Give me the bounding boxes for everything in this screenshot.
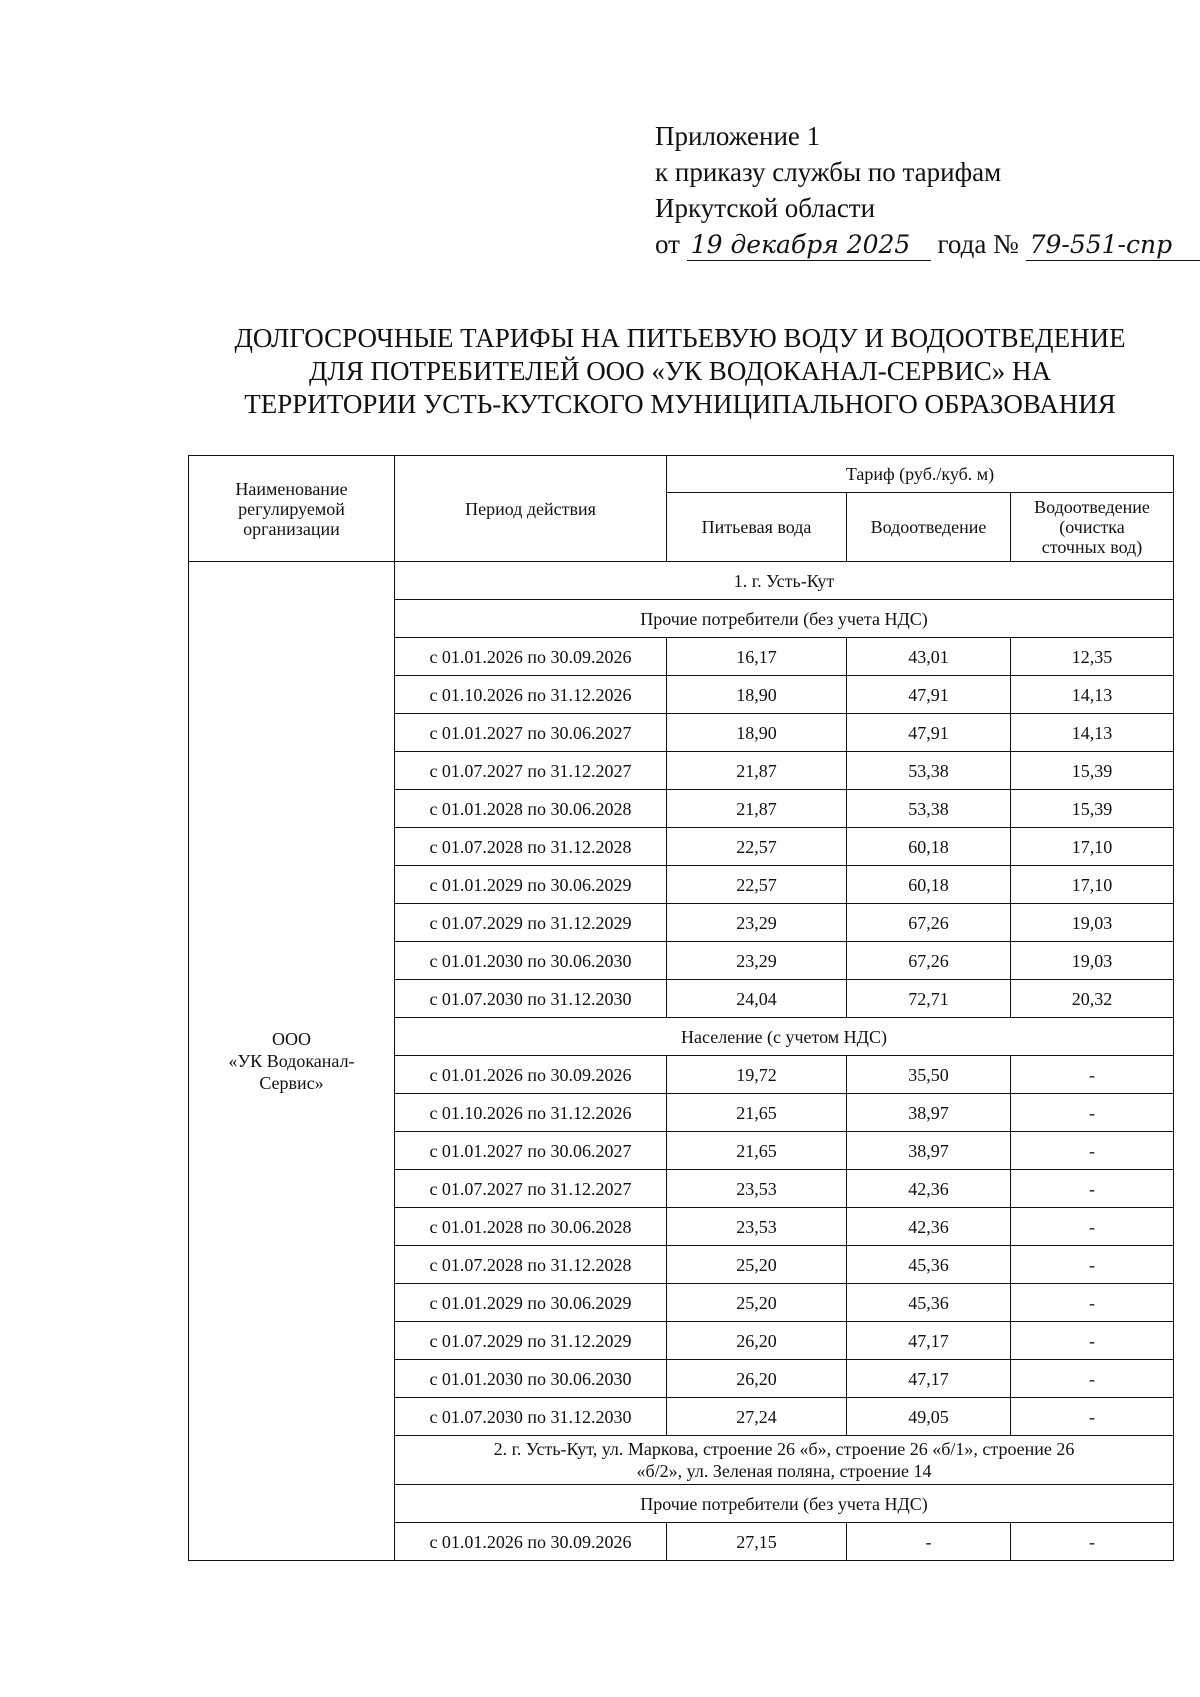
period-cell: с 01.07.2029 по 31.12.2029 (395, 904, 667, 942)
title-line-1: ДОЛГОСРОЧНЫЕ ТАРИФЫ НА ПИТЬЕВУЮ ВОДУ И ВОДООТВЕДЕНИЕ (234, 323, 1126, 353)
sewage-tariff-cell: 67,26 (847, 904, 1011, 942)
treatment-tariff-cell: 20,32 (1011, 980, 1174, 1018)
period-cell: с 01.01.2027 по 30.06.2027 (395, 714, 667, 752)
section-2-other-consumers: Прочие потребители (без учета НДС) (395, 1485, 1174, 1523)
water-tariff-cell: 21,87 (667, 790, 847, 828)
appendix-from-label: от (655, 229, 680, 259)
period-cell: с 01.01.2027 по 30.06.2027 (395, 1132, 667, 1170)
sewage-tariff-cell: 38,97 (847, 1094, 1011, 1132)
water-tariff-cell: 26,20 (667, 1360, 847, 1398)
sewage-tariff-cell: - (847, 1523, 1011, 1561)
water-tariff-cell: 22,57 (667, 828, 847, 866)
water-tariff-cell: 25,20 (667, 1284, 847, 1322)
period-cell: с 01.07.2028 по 31.12.2028 (395, 828, 667, 866)
water-tariff-cell: 21,87 (667, 752, 847, 790)
sewage-tariff-cell: 53,38 (847, 790, 1011, 828)
sewage-tariff-cell: 42,36 (847, 1170, 1011, 1208)
treatment-tariff-cell: - (1011, 1094, 1174, 1132)
sewage-tariff-cell: 45,36 (847, 1284, 1011, 1322)
sewage-tariff-cell: 72,71 (847, 980, 1011, 1018)
water-tariff-cell: 23,29 (667, 942, 847, 980)
header-treatment (1011, 493, 1174, 562)
treatment-tariff-cell: - (1011, 1523, 1174, 1561)
period-cell: с 01.07.2027 по 31.12.2027 (395, 752, 667, 790)
water-tariff-cell: 22,57 (667, 866, 847, 904)
appendix-block (655, 118, 1200, 262)
water-tariff-cell: 21,65 (667, 1094, 847, 1132)
water-tariff-cell: 19,72 (667, 1056, 847, 1094)
water-tariff-cell: 18,90 (667, 676, 847, 714)
header-sewage: Водоотведение (847, 493, 1011, 562)
water-tariff-cell: 26,20 (667, 1322, 847, 1360)
period-cell: с 01.01.2028 по 30.06.2028 (395, 1208, 667, 1246)
header-tariff: Тариф (руб./куб. м) (667, 456, 1174, 493)
sewage-tariff-cell: 60,18 (847, 866, 1011, 904)
section-1-other-consumers: Прочие потребители (без учета НДС) (395, 600, 1174, 638)
header-org (189, 456, 395, 562)
period-cell: с 01.07.2030 по 31.12.2030 (395, 1398, 667, 1436)
treatment-tariff-cell: 15,39 (1011, 752, 1174, 790)
sewage-tariff-cell: 47,91 (847, 676, 1011, 714)
treatment-tariff-cell: - (1011, 1056, 1174, 1094)
sewage-tariff-cell: 43,01 (847, 638, 1011, 676)
organization-line-2: «УК Водоканал- (228, 1051, 355, 1071)
water-tariff-cell: 25,20 (667, 1246, 847, 1284)
sewage-tariff-cell: 53,38 (847, 752, 1011, 790)
section-2-title-line-1: 2. г. Усть-Кут, ул. Маркова, строение 26 «б», строение 26 «б/1», строение 26 (493, 1439, 1075, 1459)
document-title (180, 322, 1180, 421)
water-tariff-cell: 27,24 (667, 1398, 847, 1436)
water-tariff-cell: 27,15 (667, 1523, 847, 1561)
period-cell: с 01.01.2029 по 30.06.2029 (395, 1284, 667, 1322)
treatment-tariff-cell: 17,10 (1011, 866, 1174, 904)
section-1-population: Население (с учетом НДС) (395, 1018, 1174, 1056)
period-cell: с 01.01.2026 по 30.09.2026 (395, 1523, 667, 1561)
period-cell: с 01.01.2029 по 30.06.2029 (395, 866, 667, 904)
period-cell: с 01.07.2030 по 31.12.2030 (395, 980, 667, 1018)
appendix-line-1: Приложение 1 (655, 121, 821, 151)
section-2-title-line-2: «б/2», ул. Зеленая поляна, строение 14 (636, 1461, 932, 1481)
water-tariff-cell: 23,53 (667, 1208, 847, 1246)
treatment-tariff-cell: 19,03 (1011, 904, 1174, 942)
header-org-line-2: регулируемой (238, 498, 345, 519)
header-row-top (189, 456, 1174, 493)
sewage-tariff-cell: 35,50 (847, 1056, 1011, 1094)
header-org-line-1: Наименование (235, 478, 348, 499)
period-cell: с 01.01.2028 по 30.06.2028 (395, 790, 667, 828)
organization-cell (189, 562, 395, 1561)
treatment-tariff-cell: 19,03 (1011, 942, 1174, 980)
sewage-tariff-cell: 60,18 (847, 828, 1011, 866)
treatment-tariff-cell: - (1011, 1170, 1174, 1208)
sewage-tariff-cell: 45,36 (847, 1246, 1011, 1284)
tariff-table (188, 455, 1174, 1561)
period-cell: с 01.10.2026 по 31.12.2026 (395, 1094, 667, 1132)
appendix-line-2: к приказу службы по тарифам (655, 157, 1002, 187)
period-cell: с 01.01.2026 по 30.09.2026 (395, 1056, 667, 1094)
treatment-tariff-cell: - (1011, 1284, 1174, 1322)
water-tariff-cell: 23,29 (667, 904, 847, 942)
treatment-tariff-cell: 15,39 (1011, 790, 1174, 828)
organization-line-3: Сервис» (259, 1073, 324, 1093)
sewage-tariff-cell: 42,36 (847, 1208, 1011, 1246)
sewage-tariff-cell: 47,17 (847, 1360, 1011, 1398)
sewage-tariff-cell: 38,97 (847, 1132, 1011, 1170)
appendix-line-4 (655, 226, 1200, 262)
header-treatment-line-1: Водоотведение (1034, 497, 1150, 517)
title-line-3: ТЕРРИТОРИИ УСТЬ-КУТСКОГО МУНИЦИПАЛЬНОГО ОБРАЗОВАНИЯ (244, 389, 1116, 419)
section-2-title (395, 1436, 1174, 1485)
sewage-tariff-cell: 67,26 (847, 942, 1011, 980)
header-water: Питьевая вода (667, 493, 847, 562)
treatment-tariff-cell: 12,35 (1011, 638, 1174, 676)
period-cell: с 01.01.2030 по 30.06.2030 (395, 942, 667, 980)
water-tariff-cell: 21,65 (667, 1132, 847, 1170)
water-tariff-cell: 16,17 (667, 638, 847, 676)
header-period: Период действия (395, 456, 667, 562)
treatment-tariff-cell: 14,13 (1011, 676, 1174, 714)
period-cell: с 01.07.2028 по 31.12.2028 (395, 1246, 667, 1284)
title-line-2: ДЛЯ ПОТРЕБИТЕЛЕЙ ООО «УК ВОДОКАНАЛ-СЕРВИС» НА (309, 356, 1051, 386)
period-cell: с 01.07.2027 по 31.12.2027 (395, 1170, 667, 1208)
treatment-tariff-cell: - (1011, 1246, 1174, 1284)
treatment-tariff-cell: 17,10 (1011, 828, 1174, 866)
water-tariff-cell: 24,04 (667, 980, 847, 1018)
treatment-tariff-cell: - (1011, 1132, 1174, 1170)
water-tariff-cell: 23,53 (667, 1170, 847, 1208)
organization-line-1: ООО (272, 1029, 311, 1049)
handwritten-order-number: 79-551-спр (1026, 230, 1200, 261)
treatment-tariff-cell: - (1011, 1322, 1174, 1360)
treatment-tariff-cell: - (1011, 1208, 1174, 1246)
section-1-title: 1. г. Усть-Кут (395, 562, 1174, 600)
sewage-tariff-cell: 47,17 (847, 1322, 1011, 1360)
handwritten-date: 19 декабря 2025 (687, 230, 931, 261)
period-cell: с 01.01.2026 по 30.09.2026 (395, 638, 667, 676)
header-treatment-line-2: (очистка (1059, 517, 1125, 537)
water-tariff-cell: 18,90 (667, 714, 847, 752)
sewage-tariff-cell: 47,91 (847, 714, 1011, 752)
section-1-title-row (189, 562, 1174, 600)
appendix-line-3: Иркутской области (655, 193, 876, 223)
header-org-line-3: организации (243, 518, 340, 539)
period-cell: с 01.07.2029 по 31.12.2029 (395, 1322, 667, 1360)
period-cell: с 01.01.2030 по 30.06.2030 (395, 1360, 667, 1398)
treatment-tariff-cell: 14,13 (1011, 714, 1174, 752)
treatment-tariff-cell: - (1011, 1360, 1174, 1398)
sewage-tariff-cell: 49,05 (847, 1398, 1011, 1436)
appendix-year-number-label: года № (937, 229, 1019, 259)
header-treatment-line-3: сточных вод) (1041, 537, 1143, 557)
period-cell: с 01.10.2026 по 31.12.2026 (395, 676, 667, 714)
treatment-tariff-cell: - (1011, 1398, 1174, 1436)
